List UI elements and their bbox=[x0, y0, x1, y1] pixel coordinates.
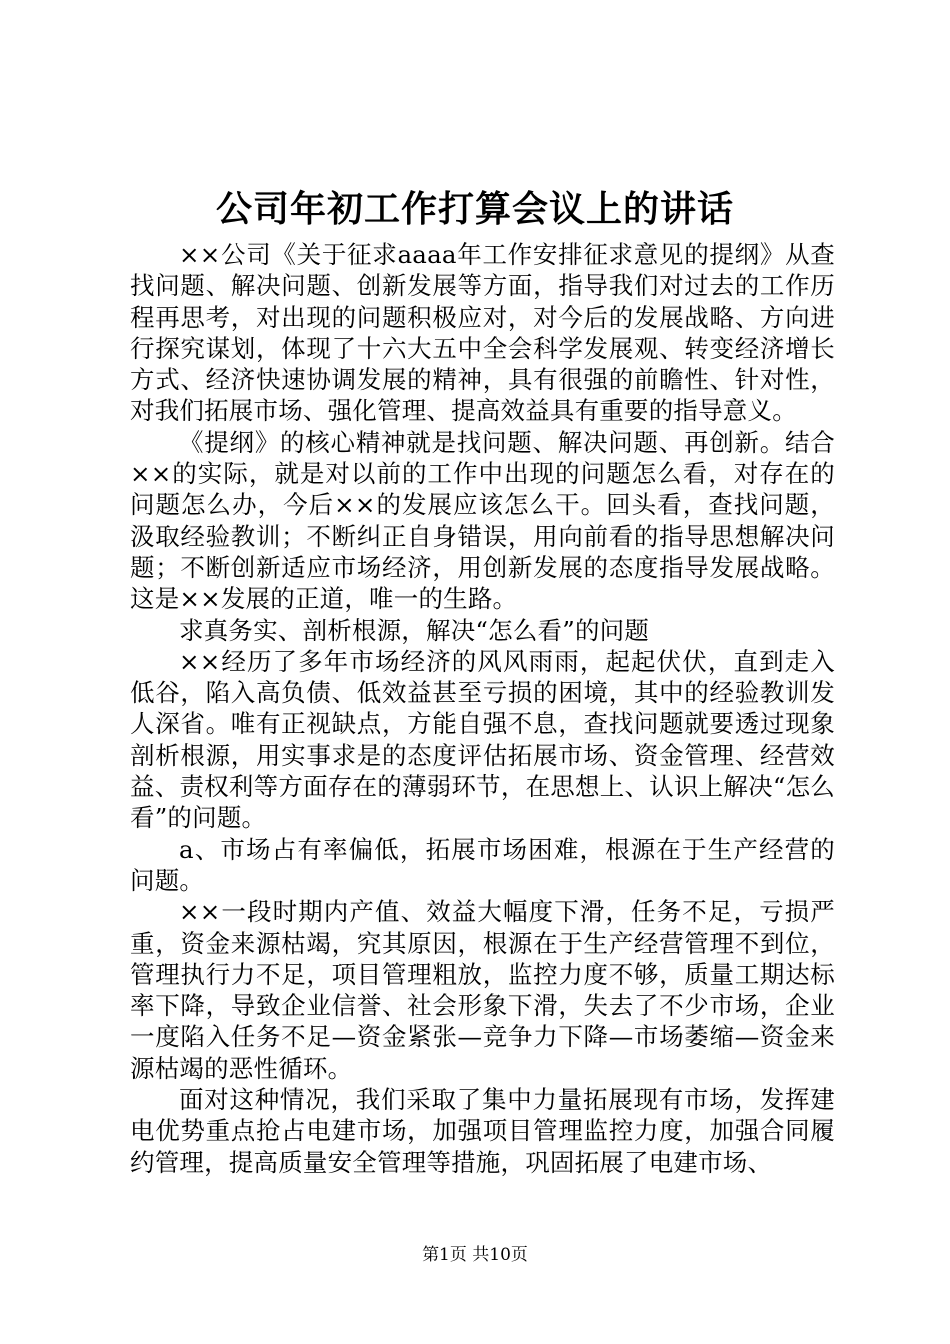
document-title: 公司年初工作打算会议上的讲话 bbox=[215, 189, 734, 230]
paragraph: ××一段时期内产值、效益大幅度下滑，任务不足，亏损严重，资金来源枯竭，究其原因，根源在于生产经营管理不到位，管理执行力不足，项目管理粗放，监控力度不够，质量工期达标率下降，导致企业信誉、社会形象下滑，失去了不少市场，企业一度陷入任务不足—资金紧张—竞争力下降—市场萎缩—资金来源枯竭的恶性循环。 bbox=[130, 897, 835, 1083]
paragraph: ××公司《关于征求aaaa年工作安排征求意见的提纲》从查找问题、解决问题、创新发展等方面，指导我们对过去的工作历程再思考，对出现的问题积极应对，对今后的发展战略、方向进行探究谋划，体现了十六大五中全会科学发展观、转变经济增长方式、经济快速协调发展的精神，具有很强的前瞻性、针对性，对我们拓展市场、强化管理、提高效益具有重要的指导意义。 bbox=[130, 240, 835, 426]
paragraph: 《提纲》的核心精神就是找问题、解决问题、再创新。结合××的实际，就是对以前的工作中出现的问题怎么看，对存在的问题怎么办，今后××的发展应该怎么干。回头看，查找问题，汲取经验教训；不断纠正自身错误，用向前看的指导思想解决问题；不断创新适应市场经济，用创新发展的态度指导发展战略。这是××发展的正道，唯一的生路。 bbox=[130, 427, 835, 614]
paragraph: 面对这种情况，我们采取了集中力量拓展现有市场，发挥建电优势重点抢占电建市场，加强项目管理监控力度，加强合同履约管理，提高质量安全管理等措施，巩固拓展了电建市场、 bbox=[130, 1085, 835, 1177]
document-body bbox=[130, 239, 835, 1178]
paragraph: a、市场占有率偏低，拓展市场困难，根源在于生产经营的问题。 bbox=[130, 834, 835, 895]
paragraph: ××经历了多年市场经济的风风雨雨，起起伏伏，直到走入低谷，陷入高负债、低效益甚至亏损的困境，其中的经验教训发人深省。唯有正视缺点，方能自强不息，查找问题就要透过现象剖析根源，用实事求是的态度评估拓展市场、资金管理、经营效益、责权利等方面存在的薄弱环节，在思想上、认识上解决“怎么看”的问题。 bbox=[130, 646, 835, 833]
section-heading: 求真务实、剖析根源，解决“怎么看”的问题 bbox=[179, 615, 650, 645]
page-number: 第1页 共10页 bbox=[422, 1245, 528, 1265]
